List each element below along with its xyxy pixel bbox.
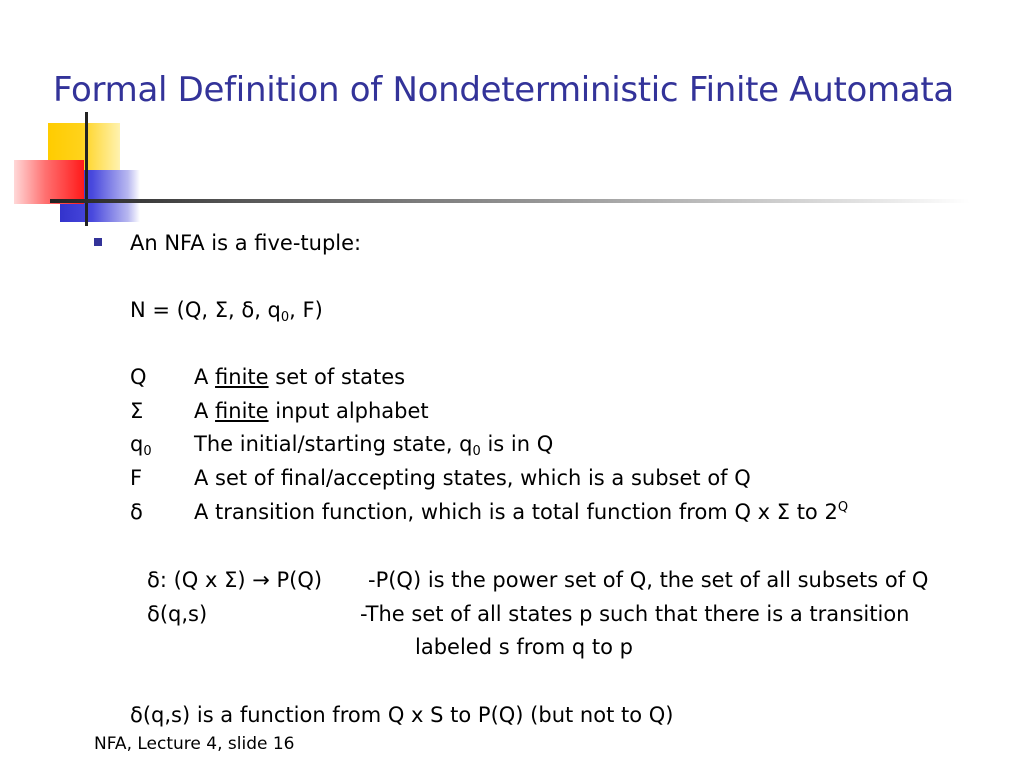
definition-symbol: F xyxy=(130,466,143,490)
definition-text: The initial/starting state, $q_0$ is in Q xyxy=(194,432,554,459)
transition-note: -The set of all states p such that there is a transition xyxy=(360,602,910,626)
definition-text: A set of final/accepting states, which is a subset of Q xyxy=(194,466,751,490)
definition-symbol: $q_0$ xyxy=(130,432,152,459)
transition-signature: δ: (Q x Σ) → P(Q) xyxy=(147,568,323,592)
definition-text: A transition function, which is a total function from Q x Σ to $2^Q$ xyxy=(194,500,849,524)
definition-symbol: Σ xyxy=(130,399,144,423)
bullet-text: An NFA is a five-tuple: xyxy=(130,231,362,255)
definition-symbol: δ xyxy=(130,500,143,524)
power-set-note: -P(Q) is the power set of Q, the set of all subsets of Q xyxy=(368,568,929,592)
slide-footer: NFA, Lecture 4, slide 16 xyxy=(94,734,295,754)
bullet-marker-icon xyxy=(94,238,102,246)
function-note: δ(q,s) is a function from Q x S to P(Q) (but not to Q) xyxy=(130,703,674,727)
definition-text: A finite input alphabet xyxy=(194,399,429,423)
transition-note-continued: labeled s from q to p xyxy=(415,635,633,659)
transition-application: δ(q,s) xyxy=(147,602,208,626)
tuple-definition: N = (Q, Σ, δ, $q_0$, F) xyxy=(130,298,323,325)
definition-symbol: Q xyxy=(130,365,147,389)
slide-title: Formal Definition of Nondeterministic Finite Automata xyxy=(53,70,954,110)
definition-text: A finite set of states xyxy=(194,365,406,389)
